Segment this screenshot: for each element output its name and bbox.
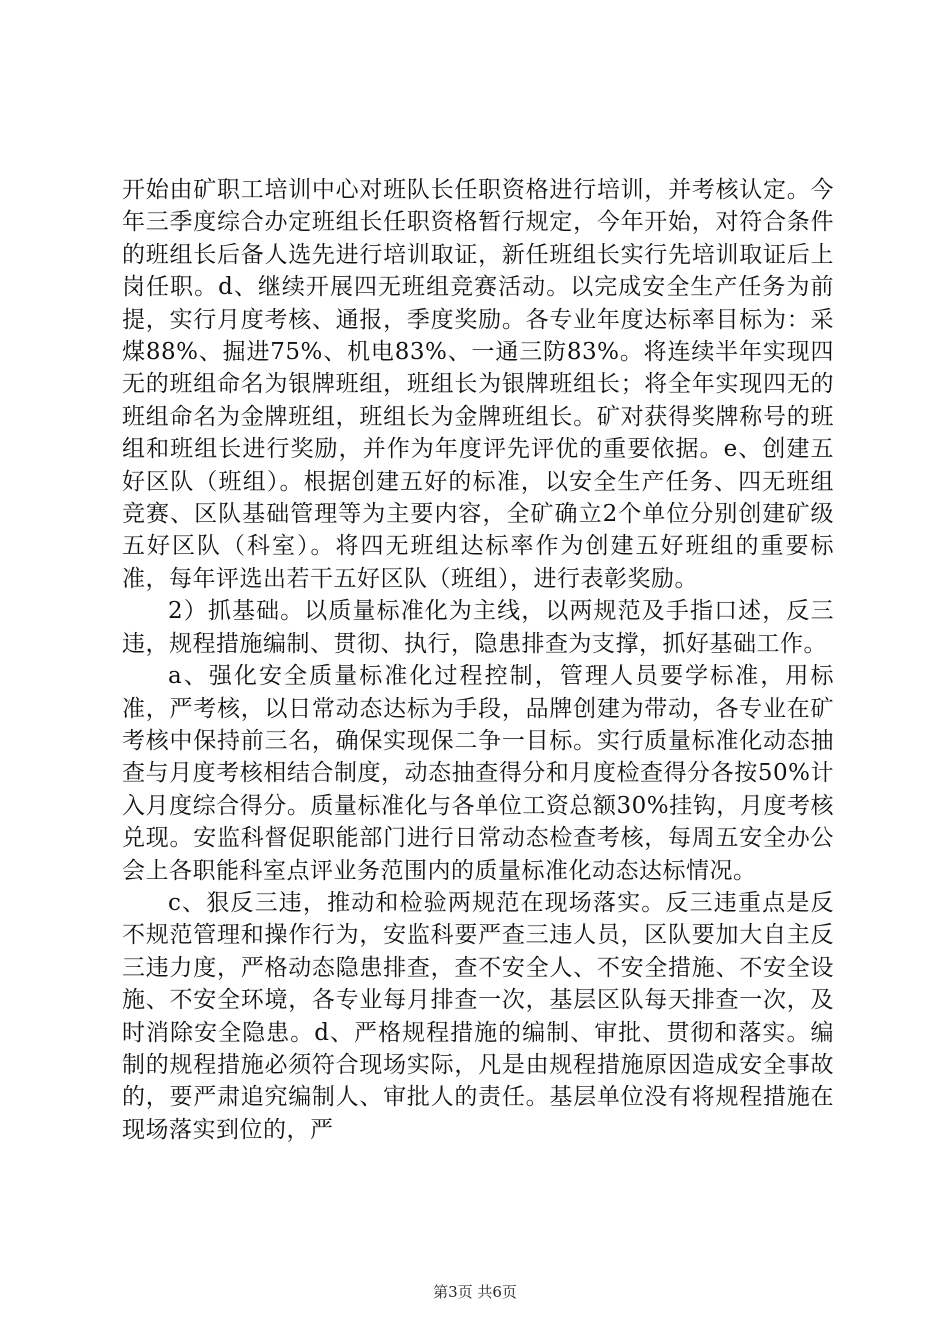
paragraph-4: c、狠反三违，推动和检验两规范在现场落实。反三违重点是反不规范管理和操作行为，安监科要严查三违人员，区队要加大自主反三违力度，严格动态隐患排查，查不安全人、不安全措施、不安全设施、不安全环境，各专业每月排查一次，基层区队每天排查一次，及时消除安全隐患。d、严格规程措施的编制、审批、贯彻和落实。编制的规程措施必须符合现场实际，凡是由规程措施原因造成安全事故的，要严肃追究编制人、审批人的责任。基层单位没有将规程措施在现场落实到位的，严 [122,889,834,1143]
paragraph-3: a、强化安全质量标准化过程控制，管理人员要学标准，用标准，严考核，以日常动态达标为手段，品牌创建为带动，各专业在矿考核中保持前三名，确保实现保二争一目标。实行质量标准化动态抽查与月度考核相结合制度，动态抽查得分和月度检查得分各按50%计入月度综合得分。质量标准化与各单位工资总额30%挂钩，月度考核兑现。安监科督促职能部门进行日常动态检查考核，每周五安全办公会上各职能科室点评业务范围内的质量标准化动态达标情况。 [122,663,834,884]
paragraph-2: 2）抓基础。以质量标准化为主线，以两规范及手指口述，反三违，规程措施编制、贯彻、执行，隐患排查为支撑，抓好基础工作。 [122,598,834,657]
page-number-footer: 第3页 共6页 [433,1283,517,1301]
document-body [122,174,834,1146]
paragraph-1: 开始由矿职工培训中心对班队长任职资格进行培训，并考核认定。今年三季度综合办定班组长任职资格暂行规定，今年开始，对符合条件的班组长后备人选先进行培训取证，新任班组长实行先培训取证后上岗任职。d、继续开展四无班组竞赛活动。以完成安全生产任务为前提，实行月度考核、通报，季度奖励。各专业年度达标率目标为：采煤88%、掘进75%、机电83%、一通三防83%。将连续半年实现四无的班组命名为银牌班组，班组长为银牌班组长；将全年实现四无的班组命名为金牌班组，班组长为金牌班组长。矿对获得奖牌称号的班组和班组长进行奖励，并作为年度评先评优的重要依据。e、创建五好区队（班组）。根据创建五好的标准，以安全生产任务、四无班组竞赛、区队基础管理等为主要内容，全矿确立2个单位分别创建矿级五好区队（科室）。将四无班组达标率作为创建五好班组的重要标准，每年评选出若干五好区队（班组），进行表彰奖励。 [122,177,834,592]
